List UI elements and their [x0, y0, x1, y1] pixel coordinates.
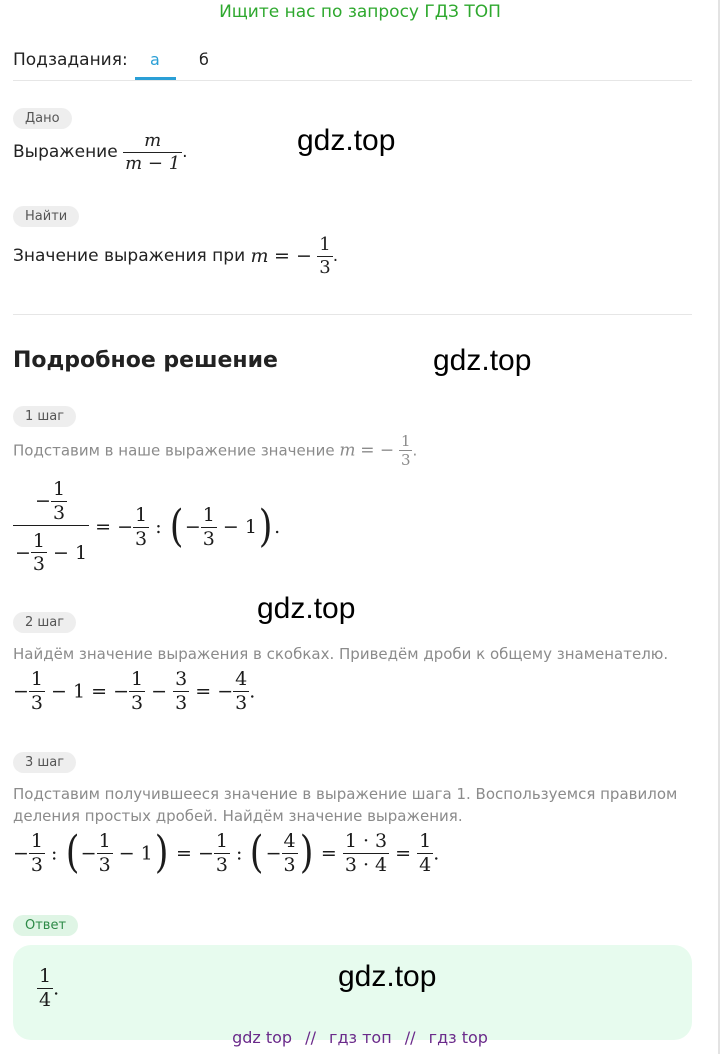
watermark-3: gdz.top: [257, 592, 356, 625]
step-1-complex-fraction: − $\frac{1}{3}$ − $\frac{1}{3}$ − 1: [15, 478, 88, 576]
footer-sep-2: //: [404, 1028, 416, 1047]
step-3-badge: 3 шаг: [13, 752, 76, 773]
given-badge-wrap: [13, 107, 72, 129]
find-value-numerator: 1: [319, 234, 331, 255]
find-badge-wrap: [13, 205, 79, 227]
given-text: Выражение: [13, 142, 118, 163]
given-fraction-numerator: m: [123, 130, 182, 153]
footer-link-1[interactable]: gdz top: [232, 1028, 293, 1047]
step-2-text: Найдём значение выражения в скобках. Приведём дроби к общему знаменателю.: [13, 645, 669, 663]
answer-value: $\frac{1}{4}$ .: [39, 965, 60, 1011]
footer-link-2[interactable]: гдз топ: [329, 1028, 392, 1047]
step-3-badge-wrap: [13, 751, 76, 773]
step-1-var: m: [339, 440, 356, 461]
find-value-denominator: 3: [319, 256, 331, 278]
step-3-text-line-1: Подставим получившееся значение в выражение шага 1. Воспользуемся правилом: [13, 785, 678, 803]
find-text: Значение выражения при: [13, 246, 246, 267]
tabs-divider: [13, 80, 692, 81]
answer-denominator: 4: [39, 988, 52, 1011]
find-expression: Значение выражения при m = − $\frac{1}{3}$ .: [13, 234, 339, 278]
step-1-text: Подставим в наше выражение значение: [13, 441, 335, 460]
answer-badge: Ответ: [13, 915, 78, 936]
given-badge: Дано: [13, 108, 72, 129]
step-3-text-line-2: деления простых дробей. Найдём значение выражения.: [13, 807, 463, 825]
footer: [0, 1028, 720, 1047]
footer-link-3[interactable]: гдз top: [428, 1028, 488, 1047]
tab-b[interactable]: б: [199, 50, 209, 69]
watermark-2: gdz.top: [433, 344, 532, 377]
subtasks-label: Подзадания:: [13, 50, 128, 70]
watermark-1: gdz.top: [297, 124, 396, 157]
answer-fraction: [37, 965, 53, 1012]
step-1-badge-wrap: [13, 405, 76, 427]
search-banner: Ищите нас по запросу ГДЗ ТОП: [219, 2, 501, 22]
step-1-badge: 1 шаг: [13, 406, 76, 427]
watermark-4: gdz.top: [338, 960, 437, 993]
section-divider: [13, 314, 692, 315]
solution-title: Подробное решение: [13, 348, 278, 373]
step-1-formula: − $\frac{1}{3}$ − $\frac{1}{3}$ − 1 = − $\frac{1}{3}$ : (− $\frac{1}{3}$ − 1).: [15, 478, 281, 576]
answer-badge-wrap: [13, 914, 78, 936]
tab-a[interactable]: а: [150, 50, 160, 69]
given-fraction-denominator: m − 1: [125, 152, 181, 174]
step-3-formula: − $\frac{1}{3}$ : (− $\frac{1}{3}$ − 1) = − $\frac{1}{3}$ : (− $\frac{4}{3}$ ) = $\frac{1 \cdot 3}{3 \cdot 4}$ = $\frac{1}{4}$ .: [13, 827, 440, 879]
step-2-badge: 2 шаг: [13, 612, 76, 633]
find-var: m: [250, 245, 269, 268]
find-badge: Найти: [13, 206, 79, 227]
answer-numerator: 1: [39, 965, 52, 987]
given-expression: Выражение $\frac{m}{m - 1}$ .: [13, 130, 188, 174]
step-1-value-fraction: $\frac{1}{3}$: [400, 432, 411, 469]
step-1-text-line: Подставим в наше выражение значение m = − $\frac{1}{3}$ .: [13, 432, 418, 469]
find-value-fraction: [317, 234, 332, 278]
step-2-badge-wrap: [13, 611, 76, 633]
footer-sep-1: //: [305, 1028, 316, 1047]
step-2-formula: − $\frac{1}{3}$ − 1 = − $\frac{1}{3}$ − $\frac{3}{3}$ = − $\frac{4}{3}$ .: [13, 668, 256, 714]
given-fraction: [123, 130, 182, 174]
